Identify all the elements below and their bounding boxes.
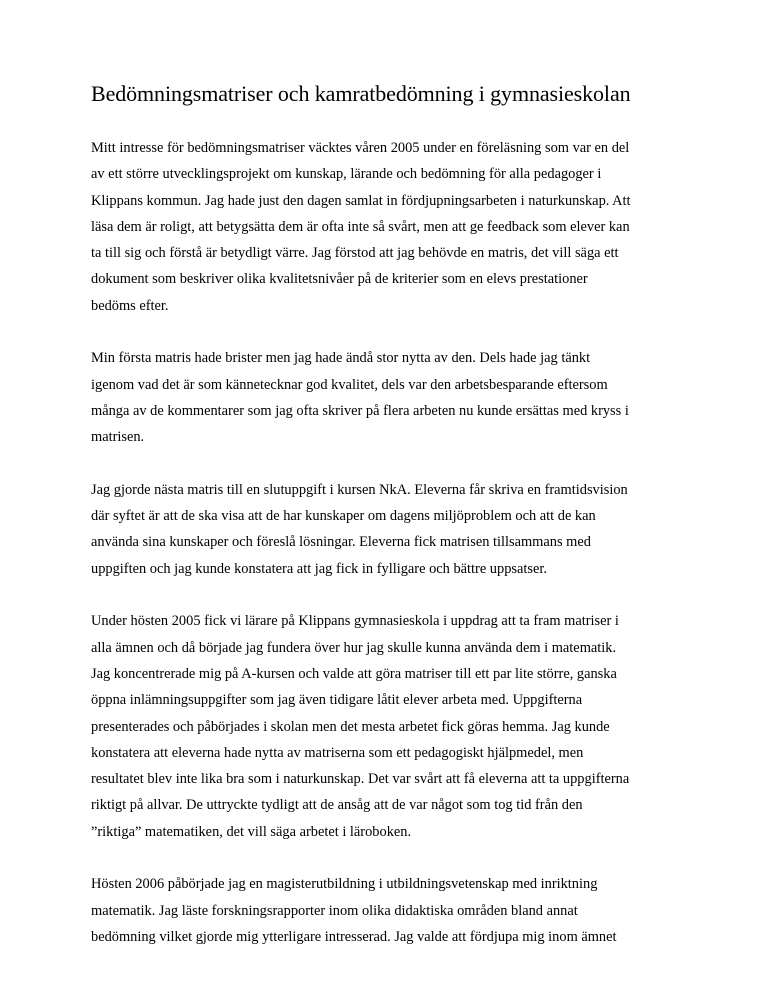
paragraph-line: igenom vad det är som kännetecknar god kvalitet, dels var den arbetsbesparande eftersom [91, 376, 608, 393]
paragraph [91, 477, 681, 582]
paragraph-line: konstatera att eleverna hade nytta av matriserna som ett pedagogiskt hjälpmedel, men [91, 744, 584, 761]
paragraph-line: Min första matris hade brister men jag hade ändå stor nytta av den. Dels hade jag tänkt [91, 350, 591, 367]
paragraph-line: Under hösten 2005 fick vi lärare på Klippans gymnasieskola i uppdrag att ta fram matriser i [91, 613, 619, 630]
paragraph-line: bedöms efter. [91, 297, 169, 314]
paragraph [91, 135, 681, 319]
paragraph-line: ”riktiga” matematiken, det vill säga arbetet i läroboken. [91, 823, 412, 840]
paragraph [91, 608, 681, 845]
paragraph-line: riktigt på allvar. De uttryckte tydligt att de ansåg att de var något som tog tid från den [91, 797, 583, 814]
paragraph-line: öppna inlämningsuppgifter som jag även tidigare låtit elever arbeta med. Uppgifterna [91, 692, 583, 709]
paragraph [91, 871, 681, 950]
paragraph-line: dokument som beskriver olika kvalitetsnivåer på de kriterier som en elevs prestationer [91, 271, 588, 288]
paragraph-line: Jag gjorde nästa matris till en slutuppgift i kursen NkA. Eleverna får skriva en framtidsvision [91, 481, 628, 498]
paragraph-line: av ett större utvecklingsprojekt om kunskap, lärande och bedömning för alla pedagoger i [91, 166, 602, 183]
paragraph-line: använda sina kunskaper och föreslå lösningar. Eleverna fick matrisen tillsammans med [91, 534, 591, 551]
paragraph [91, 345, 681, 450]
paragraph-line: Jag koncentrerade mig på A-kursen och valde att göra matriser till ett par lite större, ganska [91, 665, 617, 682]
paragraph-line: Klippans kommun. Jag hade just den dagen samlat in fördjupningsarbeten i naturkunskap. Att [91, 192, 631, 209]
paragraph-line: läsa dem är roligt, att betygsätta dem är ofta inte så svårt, men att ge feedback som elever kan [91, 218, 630, 235]
paragraph-line: Hösten 2006 påbörjade jag en magisterutbildning i utbildningsvetenskap med inriktning [91, 876, 598, 893]
paragraph-line: resultatet blev inte lika bra som i naturkunskap. Det var svårt att få eleverna att ta uppgifterna [91, 771, 630, 788]
paragraph-list [91, 135, 681, 950]
paragraph-line: presenterades och påbörjades i skolan men det mesta arbetet fick göras hemma. Jag kunde [91, 718, 610, 735]
paragraph-line: alla ämnen och då började jag fundera över hur jag skulle kunna använda dem i matematik. [91, 639, 617, 656]
document-body [91, 79, 681, 977]
paragraph-line: många av de kommentarer som jag ofta skriver på flera arbeten nu kunde ersättas med kryss i [91, 402, 629, 419]
paragraph-line: matematik. Jag läste forskningsrapporter inom olika didaktiska områden bland annat [91, 902, 578, 919]
paragraph-line: där syftet är att de ska visa att de har kunskaper om dagens miljöproblem och att de kan [91, 508, 596, 525]
paragraph-line: matrisen. [91, 429, 145, 446]
paragraph-line: Mitt intresse för bedömningsmatriser väcktes våren 2005 under en föreläsning som var en del [91, 140, 630, 156]
paragraph-line: ta till sig och förstå är betydligt värre. Jag förstod att jag behövde en matris, det vill säga ett [91, 245, 619, 262]
document-title: Bedömningsmatriser och kamratbedömning i gymnasieskolan [91, 81, 631, 106]
paragraph-line: bedömning vilket gjorde mig ytterligare intresserad. Jag valde att fördjupa mig inom ämnet [91, 928, 617, 945]
paragraph-line: uppgiften och jag kunde konstatera att jag fick in fylligare och bättre uppsatser. [91, 560, 547, 577]
